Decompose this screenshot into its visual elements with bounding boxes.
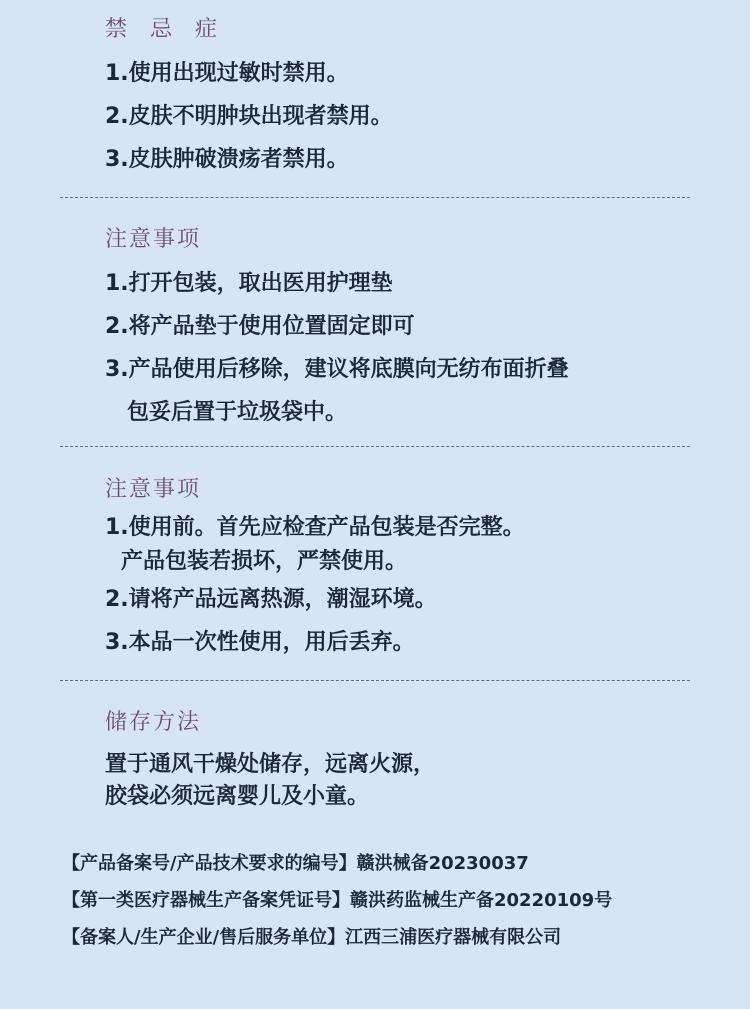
registration-line: 【备案人/生产企业/售后服务单位】江西三浦医疗器械有限公司 xyxy=(62,927,562,948)
list-item: 3.产品使用后移除，建议将底膜向无纺布面折叠 xyxy=(105,357,569,382)
list-item: 2.皮肤不明肿块出现者禁用。 xyxy=(105,104,393,129)
list-item: 1.使用前。首先应检查产品包装是否完整。 xyxy=(105,515,525,540)
storage-heading: 储存方法 xyxy=(105,710,202,735)
contraindications-heading: 禁 忌 症 xyxy=(105,17,225,42)
list-item: 置于通风干燥处储存，远离火源， xyxy=(105,752,436,777)
registration-info xyxy=(62,845,742,956)
section-divider xyxy=(60,197,690,198)
list-item: 2.请将产品远离热源，潮湿环境。 xyxy=(105,587,437,612)
storage-list xyxy=(105,749,705,813)
registration-line: 【产品备案号/产品技术要求的编号】赣洪械备20230037 xyxy=(62,853,529,874)
precautions-section xyxy=(105,476,705,664)
section-divider xyxy=(60,680,690,681)
usage-section xyxy=(105,226,705,434)
contraindications-list xyxy=(105,52,705,181)
list-item: 1.打开包装，取出医用护理垫 xyxy=(105,271,393,296)
precautions-list xyxy=(105,510,705,664)
list-item: 3.皮肤肿破溃疡者禁用。 xyxy=(105,147,349,172)
usage-list xyxy=(105,262,705,434)
registration-line: 【第一类医疗器械生产备案凭证号】赣洪药监械生产备20220109号 xyxy=(62,890,613,911)
contraindications-section xyxy=(105,16,705,181)
list-item: 胶袋必须远离婴儿及小童。 xyxy=(105,784,370,809)
list-item: 2.将产品垫于使用位置固定即可 xyxy=(105,314,415,339)
precautions-heading: 注意事项 xyxy=(105,477,202,502)
list-item: 3.本品一次性使用，用后丢弃。 xyxy=(105,630,415,655)
storage-section xyxy=(105,709,705,813)
list-item: 包妥后置于垃圾袋中。 xyxy=(127,400,348,425)
list-item: 产品包装若损坏，严禁使用。 xyxy=(121,549,408,574)
usage-heading: 注意事项 xyxy=(105,227,202,252)
section-divider xyxy=(60,446,690,447)
list-item: 1.使用出现过敏时禁用。 xyxy=(105,61,349,86)
